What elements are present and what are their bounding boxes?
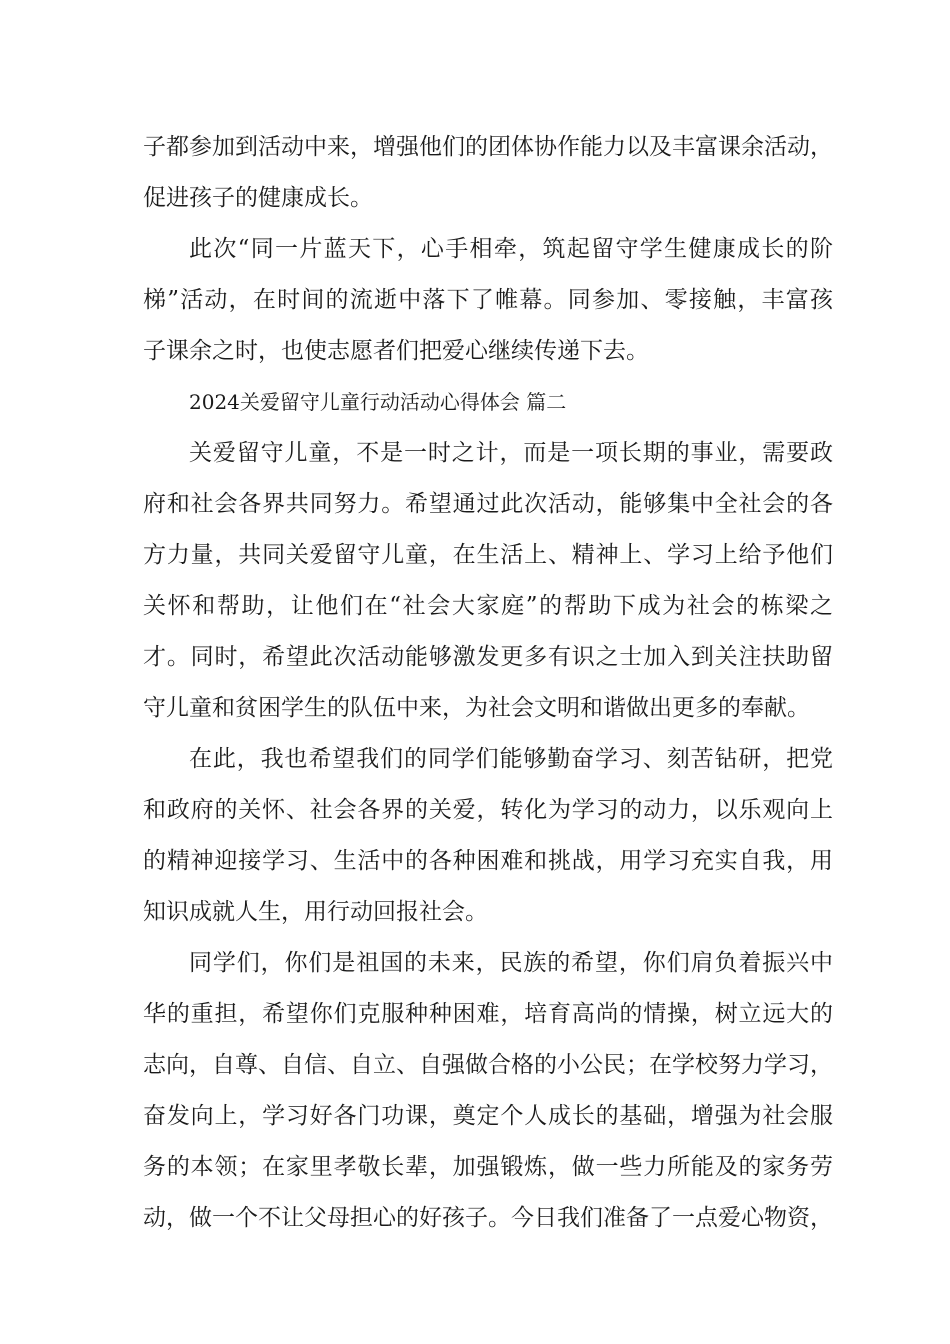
text-line: 在此，我也希望我们的同学们能够勤奋学习、刻苦钻研，把党 xyxy=(189,746,833,772)
text-line: 关怀和帮助，让他们在“社会大家庭”的帮助下成为社会的栋梁之 xyxy=(143,593,833,619)
section-heading xyxy=(143,377,833,428)
text-line: 子都参加到活动中来，增强他们的团体协作能力以及丰富课余活动， xyxy=(143,134,833,160)
text-line: 务的本领；在家里孝敬长辈，加强锻炼，做一些力所能及的家务劳 xyxy=(143,1154,833,1180)
text-line: 此次“同一片蓝天下，心手相牵，筑起留守学生健康成长的阶 xyxy=(189,236,833,262)
text-line: 方力量，共同关爱留守儿童，在生活上、精神上、学习上给予他们 xyxy=(143,542,833,568)
text-line: 知识成就人生，用行动回报社会。 xyxy=(143,899,488,925)
text-line: 志向，自尊、自信、自立、自强做合格的小公民；在学校努力学习， xyxy=(143,1052,833,1078)
paragraph-4 xyxy=(143,734,833,938)
document-body xyxy=(143,122,833,1244)
paragraph-3 xyxy=(143,428,833,734)
text-line: 促进孩子的健康成长。 xyxy=(143,185,373,211)
paragraph-1 xyxy=(143,122,833,224)
text-line: 子课余之时，也使志愿者们把爱心继续传递下去。 xyxy=(143,338,649,364)
paragraph-5 xyxy=(143,938,833,1244)
text-line: 梯”活动，在时间的流逝中落下了帷幕。同参加、零接触，丰富孩 xyxy=(143,287,833,313)
text-line: 的精神迎接学习、生活中的各种困难和挑战，用学习充实自我，用 xyxy=(143,848,833,874)
text-line: 关爱留守儿童，不是一时之计，而是一项长期的事业，需要政 xyxy=(189,440,833,466)
text-line: 和政府的关怀、社会各界的关爱，转化为学习的动力，以乐观向上 xyxy=(143,797,833,823)
text-line: 府和社会各界共同努力。希望通过此次活动，能够集中全社会的各 xyxy=(143,491,833,517)
text-line: 动，做一个不让父母担心的好孩子。今日我们准备了一点爱心物资， xyxy=(143,1205,833,1231)
text-line: 奋发向上，学习好各门功课，奠定个人成长的基础，增强为社会服 xyxy=(143,1103,833,1129)
text-line: 华的重担，希望你们克服种种困难，培育高尚的情操，树立远大的 xyxy=(143,1001,833,1027)
text-line: 守儿童和贫困学生的队伍中来，为社会文明和谐做出更多的奉献。 xyxy=(143,695,810,721)
paragraph-2 xyxy=(143,224,833,377)
section-title: 2024关爱留守儿童行动活动心得体会 篇二 xyxy=(189,390,567,414)
text-line: 同学们，你们是祖国的未来，民族的希望，你们肩负着振兴中 xyxy=(189,950,833,976)
text-line: 才。同时，希望此次活动能够激发更多有识之士加入到关注扶助留 xyxy=(143,644,833,670)
